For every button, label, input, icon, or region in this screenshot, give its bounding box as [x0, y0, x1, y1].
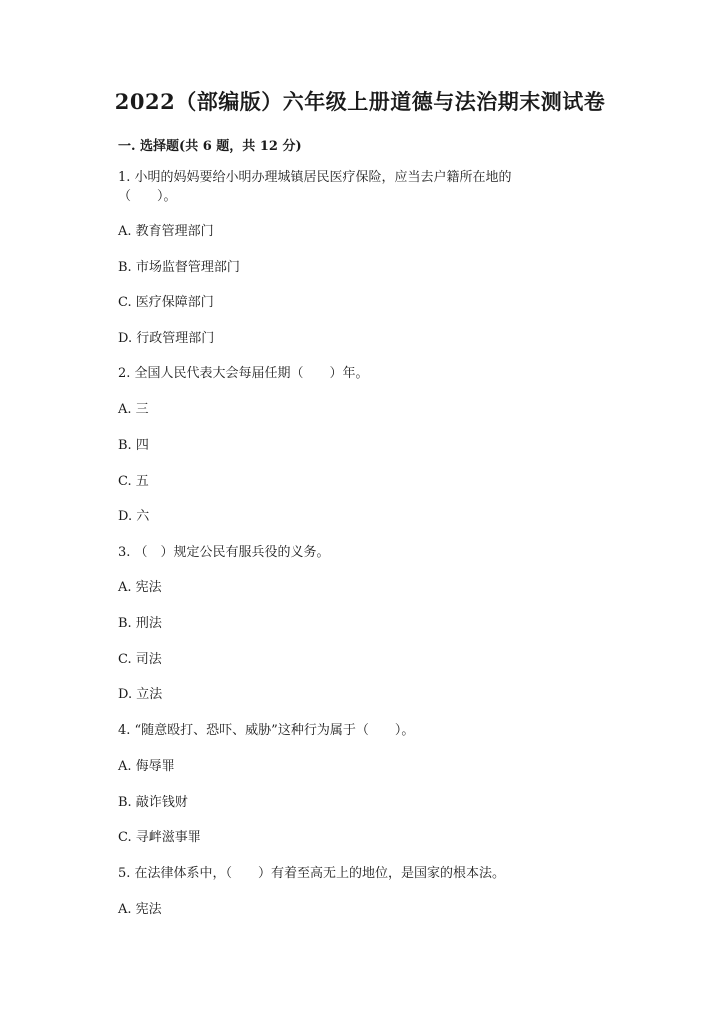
question-3-option-a: A. 宪法	[118, 580, 162, 595]
question-2-stem: 2. 全国人民代表大会每届任期（ ）年。	[118, 366, 369, 381]
question-3-option-c: C. 司法	[118, 652, 162, 667]
question-1-option-d: D. 行政管理部门	[118, 331, 215, 346]
question-5-stem: 5. 在法律体系中，（ ）有着至高无上的地位，是国家的根本法。	[118, 866, 506, 881]
question-2-option-b: B. 四	[118, 438, 149, 453]
question-3-option-b: B. 刑法	[118, 616, 162, 631]
question-3-option-d: D. 立法	[118, 687, 163, 702]
question-4-option-b: B. 敲诈钱财	[118, 795, 188, 810]
question-4-stem: 4. “随意殴打、恐吓、威胁”这种行为属于（ ）。	[118, 723, 415, 738]
question-4-option-c: C. 寻衅滋事罪	[118, 830, 201, 845]
question-3-stem: 3. （ ）规定公民有服兵役的义务。	[118, 545, 330, 560]
page-title: 2022（部编版）六年级上册道德与法治期末测试卷	[114, 89, 606, 114]
question-5-option-a: A. 宪法	[118, 902, 162, 917]
section-heading: 一. 选择题(共 6 题，共 12 分)	[118, 139, 302, 154]
question-1-option-a: A. 教育管理部门	[118, 224, 214, 239]
question-2-option-c: C. 五	[118, 474, 149, 489]
question-2-option-d: D. 六	[118, 509, 150, 524]
question-2-option-a: A. 三	[118, 402, 149, 417]
question-1-option-b: B. 市场监督管理部门	[118, 260, 240, 275]
question-1-option-c: C. 医疗保障部门	[118, 295, 214, 310]
question-4-option-a: A. 侮辱罪	[118, 759, 175, 774]
question-1-stem: 1. 小明的妈妈要给小明办理城镇居民医疗保险，应当去户籍所在地的	[118, 170, 512, 185]
question-1-stem-continued: （ ）。	[118, 189, 177, 204]
